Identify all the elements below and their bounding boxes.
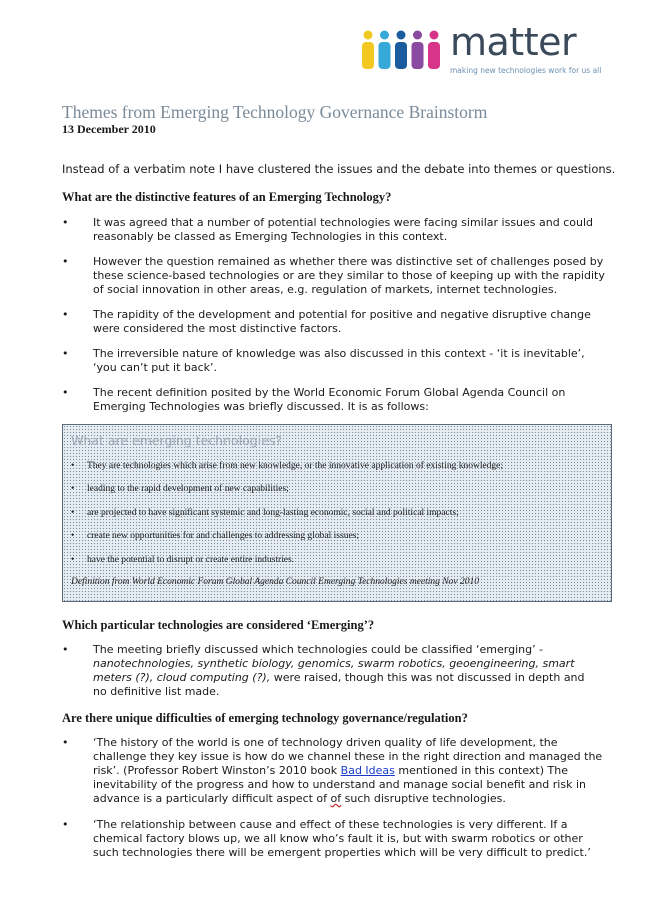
bullet-icon: • [71, 554, 75, 565]
list-item-line: these science-based technologies or are they similar to those of keeping up with the rapidity [93, 269, 605, 282]
definition-item [71, 531, 503, 554]
list-item-line: chemical factory blows up, we all know who’s fault it is, but with swarm robotics or other [93, 832, 583, 845]
figure-head [397, 31, 406, 40]
matter-logo [360, 20, 610, 76]
bullet-icon: • [62, 818, 69, 831]
definition-item-text: leading to the rapid development of new capabilities; [87, 484, 289, 495]
logo-wordmark: matter [450, 20, 577, 64]
bullet-icon: • [71, 507, 75, 518]
list-item-line [93, 671, 612, 685]
people-figures-icon [360, 30, 444, 70]
list-item-line: ‘you can’t put it back’. [93, 361, 218, 374]
list-item [62, 255, 612, 297]
section3-bullet-list [62, 736, 612, 860]
plain-text: advance is a particularly difficult aspect of [93, 792, 331, 805]
figure-body [362, 42, 374, 69]
figure-body [412, 42, 424, 69]
definition-box [62, 424, 612, 602]
plain-text: risk’. (Professor Robert Winston’s 2010 book [93, 764, 341, 777]
document-date: 13 December 2010 [62, 122, 156, 136]
list-item [62, 347, 612, 375]
list-item-line: Emerging Technologies was briefly discussed. It is as follows: [93, 400, 429, 413]
bad-ideas-link[interactable]: Bad Ideas [340, 764, 395, 777]
list-item [62, 386, 612, 414]
list-item-line: such technologies there will be emergent properties which will be very difficult to predict.’ [93, 846, 591, 859]
list-item [62, 818, 612, 860]
italic-text: meters (?), cloud computing (?), [93, 671, 271, 684]
definition-source: Definition from World Economic Forum Global Agenda Council Emerging Technologies meeting Nov 2010 [71, 577, 479, 587]
definition-item-text: create new opportunities for and challenges to addressing global issues; [87, 531, 359, 542]
list-item-line: inevitability of the progress and how to understand and manage social benefit and risk in [93, 778, 586, 791]
bullet-icon: • [62, 308, 69, 321]
intro-text: Instead of a verbatim note I have clustered the issues and the debate into themes or questions. [62, 162, 616, 176]
bullet-icon: • [62, 255, 69, 268]
list-item [62, 216, 612, 244]
bullet-icon: • [62, 386, 69, 399]
definition-item [71, 555, 503, 578]
section1-bullet-list [62, 216, 612, 414]
plain-text: such disruptive technologies. [341, 792, 506, 805]
figure-head [380, 31, 389, 40]
list-item-line: The recent definition posited by the World Economic Forum Global Agenda Council on [93, 386, 566, 399]
list-item-line: ‘The history of the world is one of technology driven quality of life development, the [93, 736, 558, 749]
list-item-line: The irreversible nature of knowledge was also discussed in this context - ‘it is inevitable’, [93, 347, 585, 360]
figure-body [428, 42, 440, 69]
section3-heading: Are there unique difficulties of emerging technology governance/regulation? [62, 711, 468, 725]
definition-item-text: They are technologies which arise from new knowledge, or the innovative application of existing knowledge; [87, 461, 504, 471]
section2-bullet-list [62, 643, 612, 699]
spelling-error-mark: of [330, 792, 342, 805]
plain-text: were raised, though this was not discussed in depth and [270, 671, 585, 684]
bullet-icon: • [71, 484, 75, 495]
bullet-icon: • [62, 216, 69, 229]
section2-heading: Which particular technologies are considered ‘Emerging’? [62, 618, 375, 632]
plain-text: mentioned in this context) The [394, 764, 568, 777]
definition-item-text: are projected to have significant systemic and long-lasting economic, social and political impacts; [87, 507, 459, 518]
definition-item-text: have the potential to disrupt or create entire industries. [87, 554, 295, 565]
section1-heading: What are the distinctive features of an Emerging Technology? [62, 190, 392, 204]
bullet-icon: • [71, 461, 75, 471]
bullet-icon: • [62, 736, 69, 749]
list-item-line: no definitive list made. [93, 685, 220, 698]
list-item-line [93, 764, 612, 778]
definition-box-title: What are emerging technologies? [71, 433, 283, 448]
list-item-line: were considered the most distinctive factors. [93, 322, 342, 335]
list-item [62, 736, 612, 806]
figure-head [364, 31, 373, 40]
bullet-icon: • [62, 347, 69, 360]
list-item [62, 308, 612, 336]
figure-body [379, 42, 391, 69]
figure-head [430, 31, 439, 40]
list-item-line: It was agreed that a number of potential technologies were facing similar issues and could [93, 216, 594, 229]
logo-tagline: making new technologies work for us all [450, 66, 602, 75]
list-item-line: The meeting briefly discussed which technologies could be classified ‘emerging’ - [93, 643, 544, 656]
figure-head [413, 31, 422, 40]
list-item-line: However the question remained as whether there was distinctive set of challenges posed by [93, 255, 604, 268]
list-item-line: reasonably be classed as Emerging Technologies in this context. [93, 230, 448, 243]
bullet-icon: • [62, 643, 69, 656]
list-item [62, 643, 612, 699]
list-item-line: The rapidity of the development and potential for positive and negative disruptive change [93, 308, 591, 321]
list-item-line: challenge they key issue is how do we channel these in the right direction and managed the [93, 750, 603, 763]
figure-body [395, 42, 407, 69]
list-item-line: nanotechnologies, synthetic biology, genomics, swarm robotics, geoengineering, smart [93, 657, 575, 670]
document-title: Themes from Emerging Technology Governance Brainstorm [62, 102, 488, 122]
list-item-line [93, 792, 612, 806]
list-item-line: ‘The relationship between cause and effect of these technologies is very different. If a [93, 818, 568, 831]
definition-item [71, 461, 503, 484]
bullet-icon: • [71, 531, 75, 542]
definition-item [71, 484, 503, 507]
definition-item [71, 508, 503, 531]
list-item-line: of social innovation in other areas, e.g. regulation of markets, internet technologies. [93, 283, 558, 296]
definition-list [71, 461, 503, 578]
